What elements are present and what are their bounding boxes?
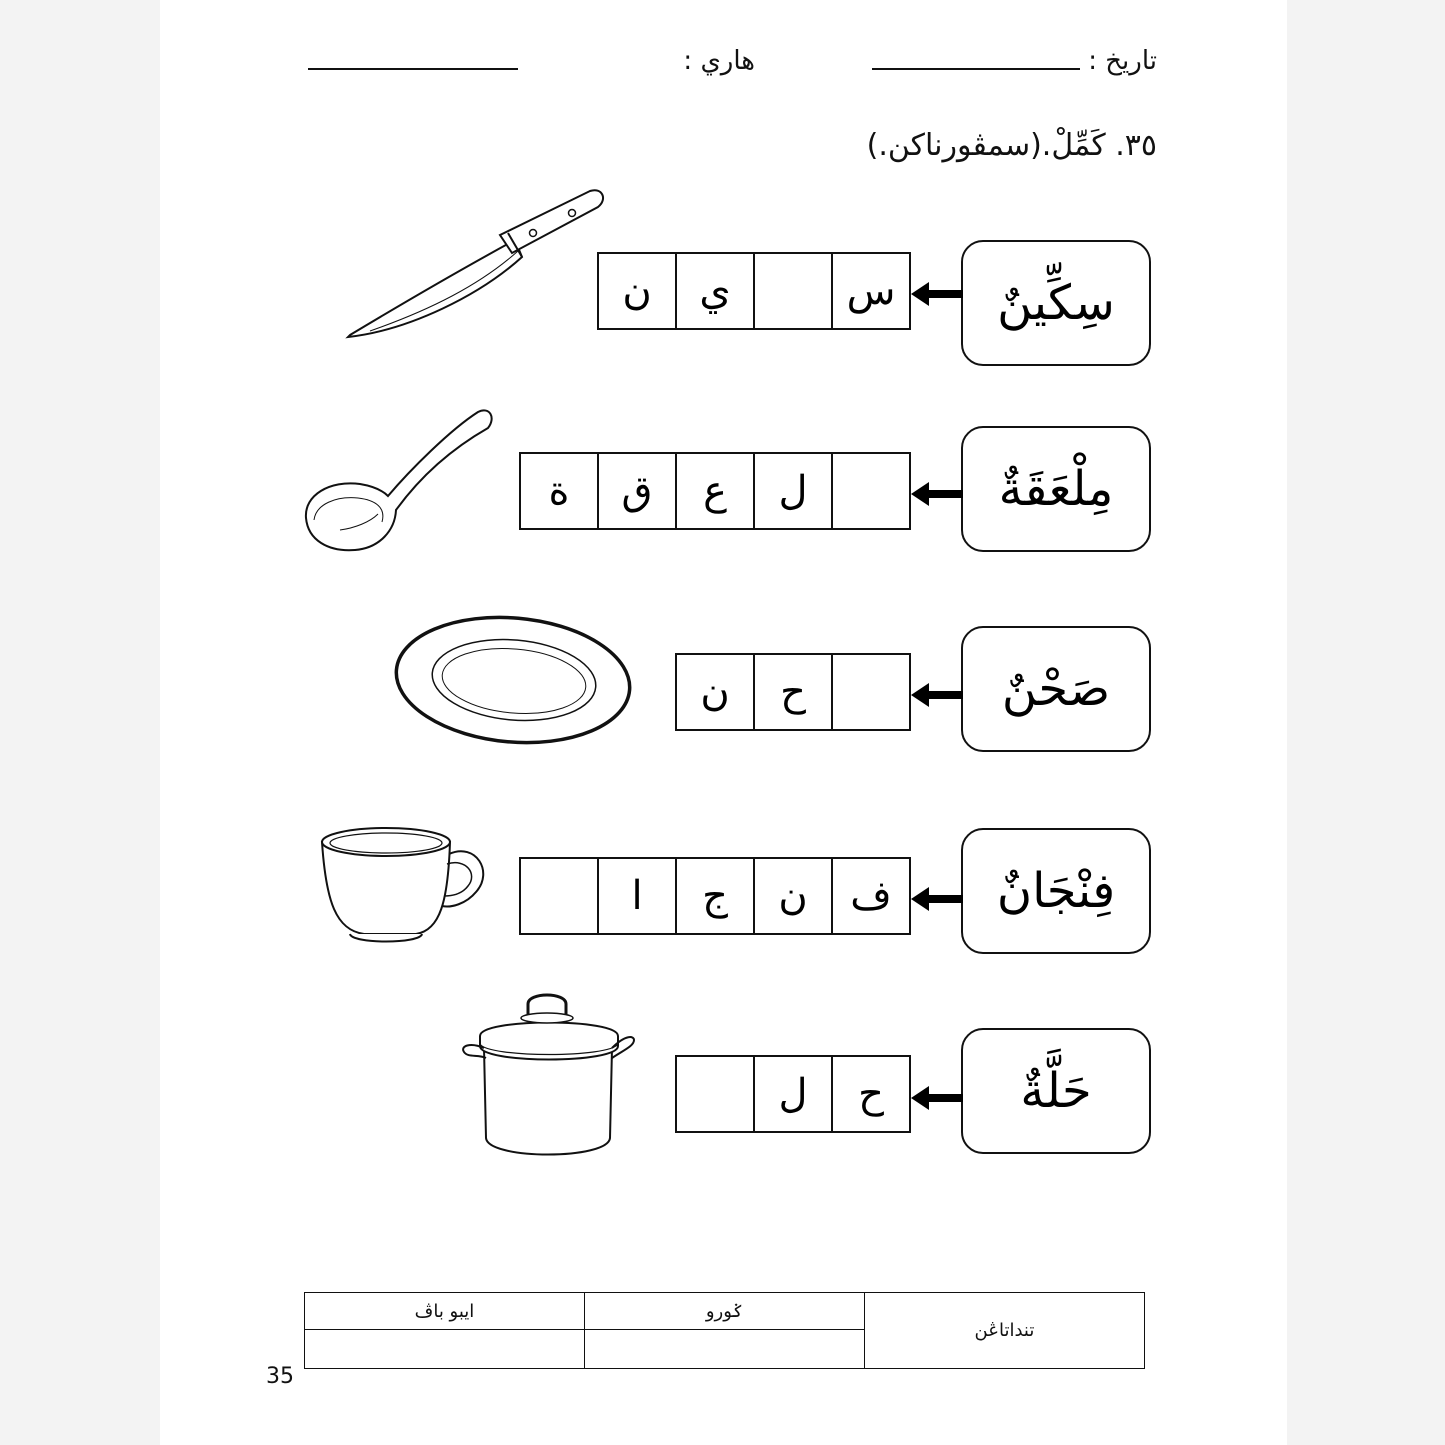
teacher-signature-label: تنداتاڠن bbox=[864, 1293, 1144, 1369]
date-line[interactable] bbox=[872, 68, 1080, 70]
letter-box-blank[interactable] bbox=[753, 254, 831, 328]
arrow-icon bbox=[911, 887, 963, 911]
letter-box: ح bbox=[753, 655, 831, 729]
letter-boxes-pot bbox=[675, 1055, 911, 1133]
arrow-icon bbox=[911, 683, 963, 707]
word-card-plate: صَحْنٌ bbox=[961, 626, 1151, 752]
letter-box: ل bbox=[753, 454, 831, 528]
spoon-icon bbox=[300, 400, 500, 560]
word-card-knife: سِكِّينٌ bbox=[961, 240, 1151, 366]
pot-icon bbox=[458, 988, 640, 1168]
letter-box: ق bbox=[597, 454, 675, 528]
letter-boxes-plate bbox=[675, 653, 911, 731]
day-line[interactable] bbox=[308, 68, 518, 70]
letter-box: ل bbox=[753, 1057, 831, 1131]
score-table bbox=[304, 1292, 1145, 1369]
letter-boxes-knife bbox=[597, 252, 911, 330]
parent-label: ايبو باڤ bbox=[305, 1293, 585, 1330]
arrow-icon bbox=[911, 1086, 963, 1110]
letter-box: ا bbox=[597, 859, 675, 933]
letter-box: ف bbox=[831, 859, 909, 933]
letter-boxes-cup bbox=[519, 857, 911, 935]
letter-box: س bbox=[831, 254, 909, 328]
arrow-icon bbox=[911, 282, 963, 306]
parent-sign-cell[interactable] bbox=[305, 1330, 585, 1369]
letter-box: ج bbox=[675, 859, 753, 933]
teacher-label: ݢورو bbox=[584, 1293, 864, 1330]
day-label: هاري : bbox=[683, 46, 755, 76]
letter-box-blank[interactable] bbox=[521, 859, 597, 933]
letter-box: ن bbox=[622, 268, 652, 314]
instruction-text: ٣٥. كَمِّلْ.(سمڤورناكن.) bbox=[866, 128, 1157, 163]
word-card-pot: حَلَّةٌ bbox=[961, 1028, 1151, 1154]
knife-icon bbox=[340, 185, 610, 345]
letter-box: ع bbox=[675, 454, 753, 528]
date-label: تاريخ : bbox=[1088, 46, 1157, 76]
letter-box: ة bbox=[548, 468, 570, 514]
letter-box: ح bbox=[831, 1057, 909, 1131]
cup-icon bbox=[316, 822, 492, 950]
teacher-sign-cell[interactable] bbox=[584, 1330, 864, 1369]
word-card-cup: فِنْجَانٌ bbox=[961, 828, 1151, 954]
letter-box-blank[interactable] bbox=[831, 655, 909, 729]
page-number: 35 bbox=[266, 1364, 294, 1389]
letter-box: ي bbox=[675, 254, 753, 328]
worksheet-page bbox=[160, 0, 1287, 1445]
arrow-icon bbox=[911, 482, 963, 506]
word-card-spoon: مِلْعَقَةٌ bbox=[961, 426, 1151, 552]
letter-box-blank[interactable] bbox=[677, 1057, 753, 1131]
letter-box-blank[interactable] bbox=[831, 454, 909, 528]
letter-box: ن bbox=[753, 859, 831, 933]
letter-box: ن bbox=[700, 669, 730, 715]
letter-boxes-spoon bbox=[519, 452, 911, 530]
plate-icon bbox=[392, 612, 634, 752]
